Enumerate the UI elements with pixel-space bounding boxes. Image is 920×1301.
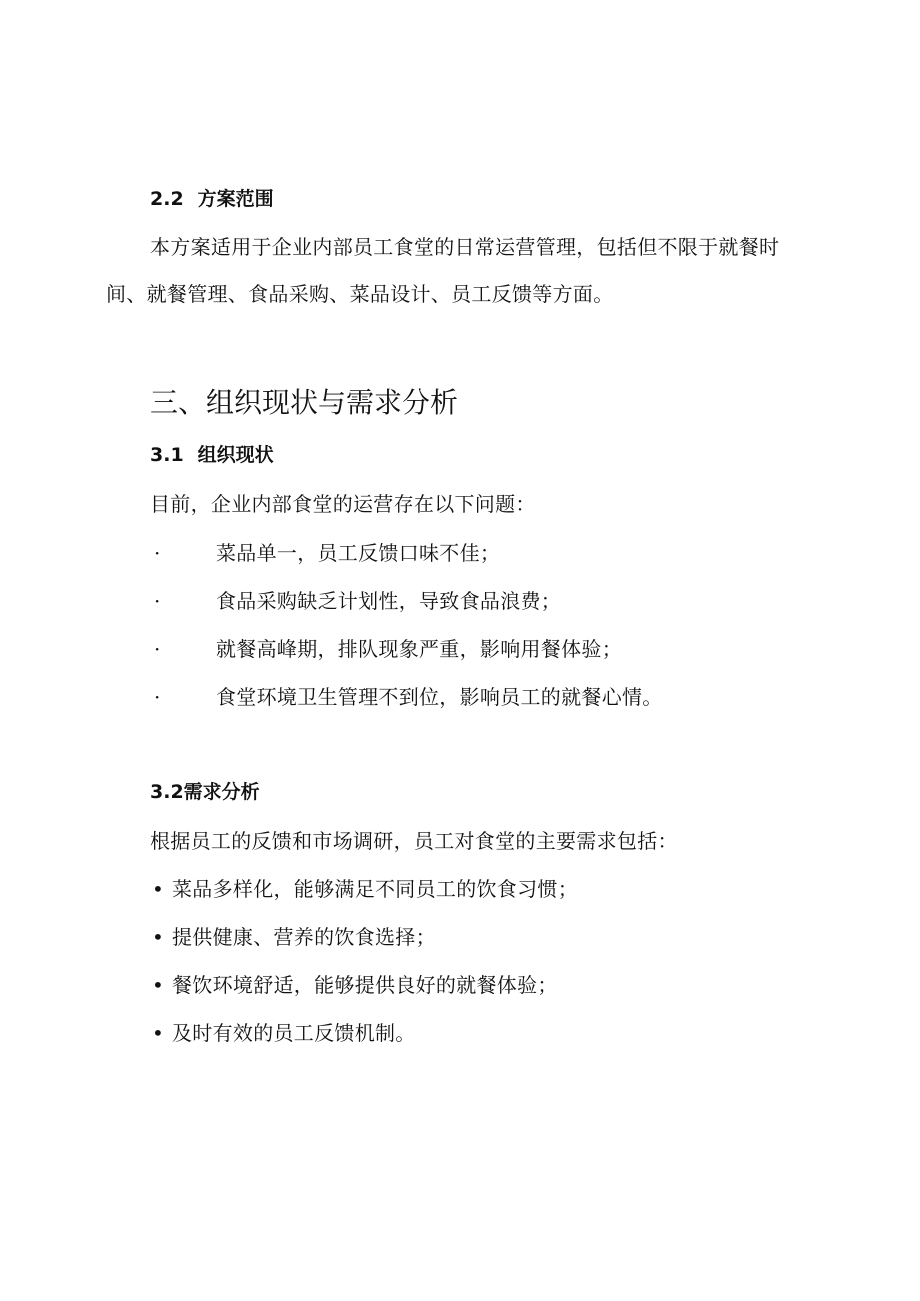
list-item-text: 食品采购缺乏计划性，导致食品浪费； bbox=[216, 589, 562, 613]
bullet-icon: · bbox=[154, 637, 161, 661]
section-3-heading: 三、组织现状与需求分析 bbox=[150, 386, 459, 419]
bullet-icon: • bbox=[152, 1021, 164, 1045]
list-item-text: 提供健康、营养的饮食选择； bbox=[172, 925, 436, 949]
list-item-text: 菜品多样化，能够满足不同员工的饮食习惯； bbox=[172, 877, 578, 901]
section-2-2-title: 方案范围 bbox=[197, 188, 274, 210]
section-3-2-intro: 根据员工的反馈和市场调研，员工对食堂的主要需求包括： bbox=[150, 829, 678, 853]
bullet-icon: • bbox=[152, 877, 164, 901]
section-3-2-heading bbox=[150, 780, 260, 804]
list-item-text: 餐饮环境舒适，能够提供良好的就餐体验； bbox=[172, 973, 558, 997]
section-3-1-intro: 目前，企业内部食堂的运营存在以下问题： bbox=[150, 492, 536, 516]
section-3-2-title: 需求分析 bbox=[183, 781, 260, 803]
section-3-1-heading bbox=[150, 443, 274, 467]
section-2-2-number: 2.2 bbox=[150, 188, 184, 210]
section-2-2-heading bbox=[150, 187, 274, 211]
bullet-icon: • bbox=[152, 973, 164, 997]
bullet-icon: · bbox=[154, 541, 161, 565]
section-3-1-number: 3.1 bbox=[150, 444, 184, 466]
bullet-icon: · bbox=[154, 589, 161, 613]
section-3-2-number: 3.2 bbox=[150, 781, 184, 803]
list-item-text: 及时有效的员工反馈机制。 bbox=[172, 1021, 416, 1045]
list-item-text: 食堂环境卫生管理不到位，影响员工的就餐心情。 bbox=[216, 685, 663, 709]
list-item-text: 菜品单一，员工反馈口味不佳； bbox=[216, 541, 501, 565]
section-2-2-paragraph: 本方案适用于企业内部员工食堂的日常运营管理，包括但不限于就餐时间、就餐管理、食品采购、菜品设计、员工反馈等方面。 bbox=[106, 235, 780, 306]
bullet-icon: · bbox=[154, 685, 161, 709]
bullet-icon: • bbox=[152, 925, 164, 949]
list-item-text: 就餐高峰期，排队现象严重，影响用餐体验； bbox=[216, 637, 622, 661]
section-3-1-title: 组织现状 bbox=[197, 444, 274, 466]
